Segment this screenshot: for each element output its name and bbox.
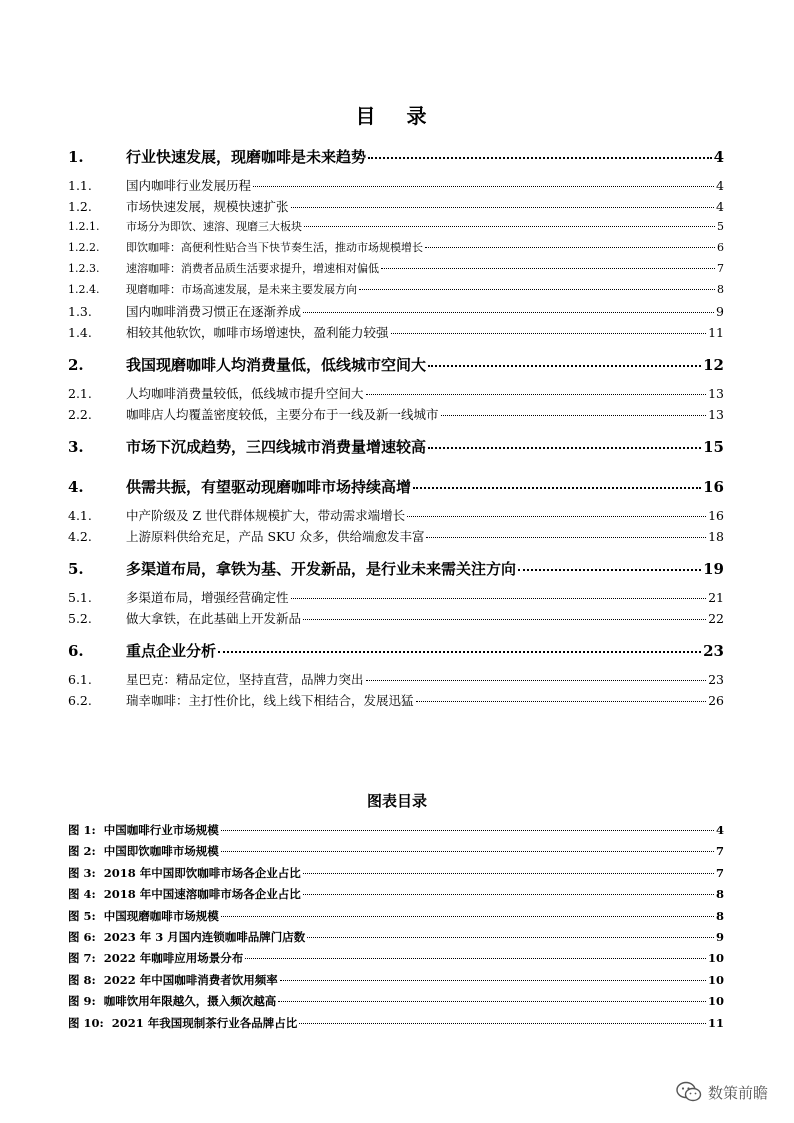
- toc-entry-page: 4: [716, 199, 724, 214]
- figure-label: 图 4:: [68, 887, 96, 902]
- dot-leader: [381, 268, 715, 269]
- toc-entry-page: 18: [708, 529, 724, 544]
- toc-entry-number: 4.1.: [68, 508, 92, 523]
- toc-entry-title: 多渠道布局，增强经营确定性: [126, 590, 289, 605]
- toc-entry-title: 星巴克：精品定位，坚持直营，品牌力突出: [126, 672, 364, 687]
- figure-page: 8: [715, 908, 724, 923]
- toc-entry-page: 16: [703, 478, 724, 496]
- dot-leader: [425, 247, 715, 248]
- figure-entry[interactable]: [68, 886, 724, 907]
- toc-entry-number: 5.1.: [68, 590, 92, 605]
- toc-entry-page: 23: [703, 642, 724, 660]
- toc-entry-page: 15: [703, 438, 724, 456]
- toc-entry-level-2[interactable]: [68, 302, 724, 323]
- toc-entry-page: 5: [717, 220, 724, 233]
- toc-entry-number: 4.2.: [68, 529, 92, 544]
- toc-entry-level-2[interactable]: [68, 609, 724, 630]
- toc-title: 目 录: [355, 104, 439, 128]
- section-gap: [68, 344, 724, 350]
- toc-entry-page: 21: [708, 590, 724, 605]
- toc-entry-title: 国内咖啡消费习惯正在逐渐养成: [126, 304, 302, 319]
- figure-label: 图 3:: [68, 865, 96, 880]
- toc-entry-number: 6.2.: [68, 693, 92, 708]
- toc-entry-number: 2.2.: [68, 407, 92, 422]
- figure-entry[interactable]: [68, 1015, 724, 1036]
- toc-entry-level-2[interactable]: [68, 527, 724, 548]
- dot-leader: [278, 1001, 706, 1002]
- dot-leader: [291, 598, 707, 599]
- section-gap: [68, 548, 724, 554]
- dot-leader: [368, 157, 712, 159]
- figure-list: [68, 822, 724, 1036]
- figure-label: 图 6:: [68, 929, 96, 944]
- toc-entry-level-2[interactable]: [68, 197, 724, 218]
- toc-entry-number: 1.: [68, 148, 84, 166]
- toc-entry-number: 4.: [68, 478, 84, 496]
- toc-entry-level-2[interactable]: [68, 506, 724, 527]
- toc-entry-page: 6: [717, 241, 724, 254]
- dot-leader: [291, 207, 715, 208]
- figure-label: 图 8:: [68, 972, 96, 987]
- toc-entry-number: 3.: [68, 438, 84, 456]
- toc-entry-title: 供需共振，有望驱动现磨咖啡市场持续高增: [126, 478, 412, 496]
- toc-entry-level-2[interactable]: [68, 323, 724, 344]
- toc-entry-page: 13: [708, 386, 724, 401]
- watermark-text: 数策前瞻: [707, 1083, 768, 1102]
- toc-entry-number: 1.3.: [68, 304, 92, 319]
- toc-entry-page: 11: [708, 325, 724, 340]
- toc-entry-page: 22: [708, 611, 724, 626]
- dot-leader: [428, 365, 701, 367]
- toc-entry-level-1[interactable]: [68, 558, 724, 588]
- dot-leader: [221, 916, 714, 917]
- toc-entry-page: 4: [713, 148, 724, 166]
- toc-entry-title: 即饮咖啡：高便利性贴合当下快节奏生活，推动市场规模增长: [126, 241, 423, 254]
- toc-entry-title: 市场下沉成趋势，三四线城市消费量增速较高: [126, 438, 427, 456]
- dot-leader: [366, 680, 707, 681]
- toc-entry-number: 1.2.4.: [68, 283, 100, 296]
- wechat-icon: [676, 1081, 702, 1103]
- figure-title: 2018 年中国速溶咖啡市场各企业占比: [103, 887, 301, 902]
- figure-title: 中国现磨咖啡市场规模: [103, 908, 219, 923]
- toc-entry-title: 重点企业分析: [126, 642, 217, 660]
- toc-entry-level-2[interactable]: [68, 384, 724, 405]
- dot-leader: [416, 701, 707, 702]
- figure-entry[interactable]: [68, 865, 724, 886]
- toc-entry-level-2[interactable]: [68, 405, 724, 426]
- toc-entry-page: 8: [717, 283, 724, 296]
- toc-entry-number: 1.4.: [68, 325, 92, 340]
- toc-entry-level-2[interactable]: [68, 588, 724, 609]
- figure-entry[interactable]: [68, 972, 724, 993]
- toc-entry-level-1[interactable]: [68, 436, 724, 466]
- dot-leader: [299, 1023, 706, 1024]
- toc-entry-page: 12: [703, 356, 724, 374]
- dot-leader: [245, 958, 706, 959]
- figure-title: 2021 年我国现制茶行业各品牌占比: [111, 1015, 298, 1030]
- toc-entry-title: 人均咖啡消费量较低，低线城市提升空间大: [126, 386, 364, 401]
- toc-entry-title: 相较其他软饮，咖啡市场增速快，盈利能力较强: [126, 325, 389, 340]
- toc-entry-level-1[interactable]: [68, 476, 724, 506]
- figure-title: 中国即饮咖啡市场规模: [103, 844, 219, 859]
- figure-page: 8: [715, 887, 724, 902]
- figure-list-title: 图表目录: [366, 792, 427, 810]
- figure-title: 2022 年咖啡应用场景分布: [103, 951, 244, 966]
- dot-leader: [221, 851, 714, 852]
- figure-title: 咖啡饮用年限越久，摄入频次越高: [103, 994, 277, 1009]
- toc-entry-number: 1.2.1.: [68, 220, 100, 233]
- figure-entry[interactable]: [68, 993, 724, 1014]
- figure-label: 图 2:: [68, 844, 96, 859]
- dot-leader: [253, 186, 714, 187]
- dot-leader: [413, 487, 701, 489]
- toc-entry-page: 26: [708, 693, 724, 708]
- figure-label: 图 5:: [68, 908, 96, 923]
- section-gap: [68, 630, 724, 636]
- figure-label: 图 9:: [68, 994, 96, 1009]
- figure-page: 10: [707, 972, 724, 987]
- figure-entry[interactable]: [68, 929, 724, 950]
- toc-entry-title: 速溶咖啡：消费者品质生活要求提升，增速相对偏低: [126, 262, 379, 275]
- toc-entry-number: 1.2.2.: [68, 241, 100, 254]
- toc-entry-page: 16: [708, 508, 724, 523]
- toc-entry-number: 5.2.: [68, 611, 92, 626]
- toc-entry-page: 7: [717, 262, 724, 275]
- dot-leader: [303, 619, 706, 620]
- dot-leader: [366, 394, 707, 395]
- toc-entry-title: 我国现磨咖啡人均消费量低，低线城市空间大: [126, 356, 427, 374]
- toc-entry-title: 市场分为即饮、速溶、现磨三大板块: [126, 220, 302, 233]
- toc-entry-title: 中产阶级及 Z 世代群体规模扩大，带动需求端增长: [126, 508, 406, 523]
- toc-entry-level-3[interactable]: [68, 260, 724, 281]
- dot-leader: [518, 569, 701, 571]
- dot-leader: [303, 894, 714, 895]
- figure-entry[interactable]: [68, 908, 724, 929]
- toc-entry-level-1[interactable]: [68, 640, 724, 670]
- figure-title: 中国咖啡行业市场规模: [103, 823, 219, 837]
- dot-leader: [303, 873, 714, 874]
- dot-leader: [221, 830, 714, 831]
- figure-page: 7: [715, 865, 724, 880]
- toc-entry-level-3[interactable]: [68, 281, 724, 302]
- toc-entry-page: 19: [703, 560, 724, 578]
- toc-entry-title: 现磨咖啡：市场高速发展，是未来主要发展方向: [126, 283, 357, 296]
- toc-entry-number: 1.1.: [68, 178, 92, 193]
- dot-leader: [391, 333, 707, 334]
- figure-title: 2022 年中国咖啡消费者饮用频率: [103, 972, 278, 987]
- figure-title: 2018 年中国即饮咖啡市场各企业占比: [103, 865, 301, 880]
- dot-leader: [428, 447, 701, 449]
- toc-entry-page: 4: [716, 178, 724, 193]
- watermark: [676, 1081, 768, 1103]
- dot-leader: [218, 651, 701, 653]
- section-gap: [68, 426, 724, 432]
- figure-page: 10: [707, 951, 724, 966]
- toc-entry-number: 1.2.3.: [68, 262, 100, 275]
- figure-page: 4: [715, 823, 724, 837]
- figure-entry[interactable]: [68, 950, 724, 971]
- figure-page: 7: [715, 844, 724, 859]
- toc-entry-level-3[interactable]: [68, 239, 724, 260]
- figure-label: 图 7:: [68, 951, 96, 966]
- toc-entry-level-2[interactable]: [68, 670, 724, 691]
- toc-entry-level-2[interactable]: [68, 176, 724, 197]
- toc-entry-number: 6.1.: [68, 672, 92, 687]
- toc-entry-number: 2.: [68, 356, 84, 374]
- toc-entry-page: 23: [708, 672, 724, 687]
- dot-leader: [307, 937, 714, 938]
- figure-page: 9: [715, 929, 724, 944]
- figure-label: 图 1:: [68, 823, 96, 837]
- toc-entry-number: 5.: [68, 560, 84, 578]
- toc-entry-title: 行业快速发展，现磨咖啡是未来趋势: [126, 148, 367, 166]
- toc-entry-title: 瑞幸咖啡：主打性价比，线上线下相结合，发展迅猛: [126, 693, 414, 708]
- dot-leader: [441, 415, 707, 416]
- figure-entry[interactable]: [68, 843, 724, 864]
- toc-entry-title: 上游原料供给充足，产品 SKU 众多，供给端愈发丰富: [126, 529, 425, 544]
- toc-entry-level-1[interactable]: [68, 146, 724, 176]
- toc-list: [68, 142, 724, 712]
- toc-entry-number: 2.1.: [68, 386, 92, 401]
- toc-entry-page: 13: [708, 407, 724, 422]
- toc-entry-level-2[interactable]: [68, 691, 724, 712]
- toc-entry-level-3[interactable]: [68, 218, 724, 239]
- figure-title: 2023 年 3 月国内连锁咖啡品牌门店数: [103, 929, 306, 944]
- section-gap: [68, 466, 724, 472]
- toc-entry-number: 1.2.: [68, 199, 92, 214]
- dot-leader: [407, 516, 706, 517]
- toc-entry-title: 咖啡店人均覆盖密度较低，主要分布于一线及新一线城市: [126, 407, 439, 422]
- figure-entry[interactable]: [68, 822, 724, 843]
- dot-leader: [359, 289, 715, 290]
- toc-entry-title: 国内咖啡行业发展历程: [126, 178, 252, 193]
- toc-entry-level-1[interactable]: [68, 354, 724, 384]
- figure-page: 11: [707, 1015, 724, 1030]
- toc-entry-page: 9: [716, 304, 724, 319]
- dot-leader: [426, 537, 706, 538]
- toc-entry-title: 多渠道布局，拿铁为基、开发新品，是行业未来需关注方向: [126, 560, 517, 578]
- dot-leader: [280, 980, 706, 981]
- figure-page: 10: [707, 994, 724, 1009]
- dot-leader: [303, 312, 714, 313]
- toc-entry-title: 做大拿铁，在此基础上开发新品: [126, 611, 302, 626]
- figure-label: 图 10:: [68, 1015, 104, 1030]
- toc-entry-title: 市场快速发展，规模快速扩张: [126, 199, 289, 214]
- toc-entry-number: 6.: [68, 642, 84, 660]
- dot-leader: [304, 226, 715, 227]
